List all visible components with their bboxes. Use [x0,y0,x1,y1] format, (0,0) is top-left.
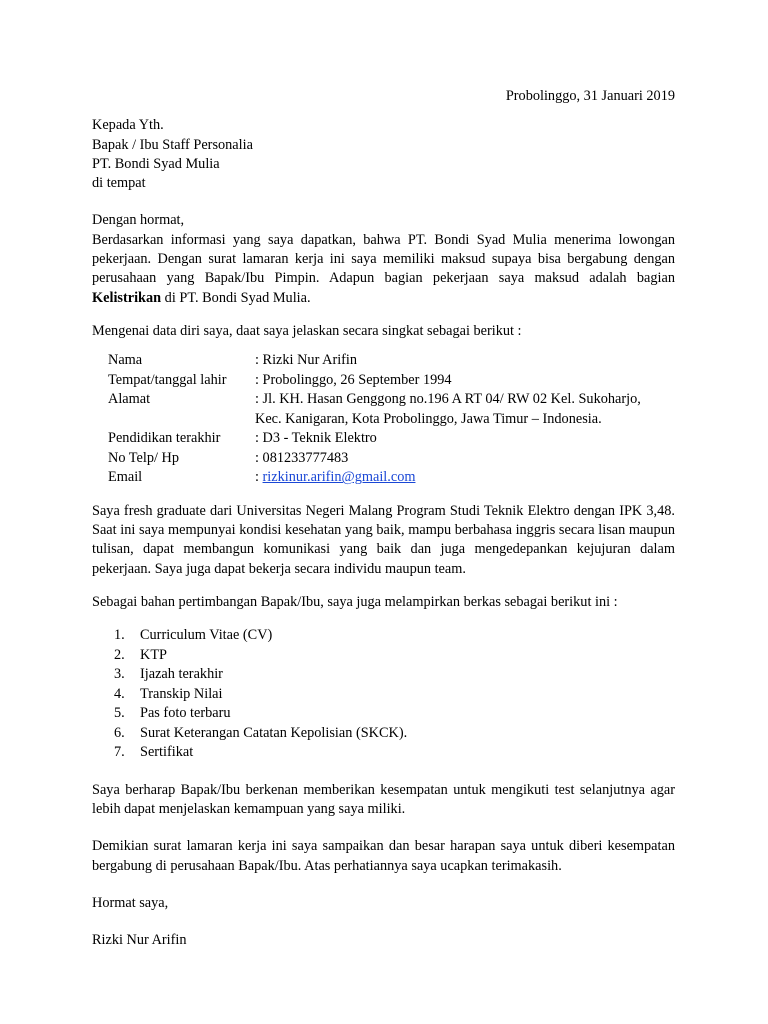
recipient-line: di tempat [92,175,146,192]
list-item [92,704,675,724]
list-item-text: Transkip Nilai [140,685,223,702]
data-label: No Telp/ Hp [108,449,180,466]
data-label: Alamat [108,391,151,408]
data-row-birth [108,371,641,391]
recipient-line: Kepada Yth. [92,117,164,134]
data-row-education [108,429,641,449]
data-value: Kec. Kanigaran, Kota Probolinggo, Jawa Timur – Indonesia. [255,410,602,427]
attachments-list [92,626,675,763]
data-value: : 081233777483 [255,449,349,466]
intro-text: Berdasarkan informasi yang saya dapatkan, bahwa PT. Bondi Syad Mulia menerima lowongan pekerjaan. Dengan surat lamaran kerja ini saya memiliki maksud supaya bisa bergabung dengan perusahaan yang Bapak/Ibu Pimpin. Adapun bagian pekerjaan saya maksud adalah bagian [92,231,675,287]
sign-off: Hormat saya, [92,894,169,911]
list-item-number: 3. [114,666,125,683]
data-row-phone [108,449,641,469]
data-row-name [108,351,641,371]
personal-data-table [108,351,641,488]
data-value: : Rizki Nur Arifin [255,352,358,369]
list-item [92,685,675,705]
list-item [92,626,675,646]
list-item-text: KTP [140,646,168,663]
hope-paragraph: Saya berharap Bapak/Ibu berkenan memberikan kesempatan untuk mengikuti test selanjutnya agar lebih dapat menjelaskan kemampuan yang saya miliki. [92,781,675,818]
data-row-email [108,468,641,488]
data-row-address-cont [108,410,641,430]
intro-text-end: di PT. Bondi Syad Mulia. [161,289,311,306]
greeting: Dengan hormat, [92,212,185,229]
data-row-address [108,390,641,410]
list-item-text: Surat Keterangan Catatan Kepolisian (SKCK). [140,724,408,741]
letter-page [92,87,675,951]
data-label: Nama [108,352,143,369]
data-label: Pendidikan terakhir [108,430,221,447]
data-intro-paragraph: Mengenai data diri saya, daat saya jelaskan secara singkat sebagai berikut : [92,322,522,339]
intro-bold-position: Kelistrikan [92,289,162,306]
list-item [92,665,675,685]
list-item-number: 4. [114,685,125,702]
data-value: : D3 - Teknik Elektro [255,430,377,447]
email-link[interactable]: rizkinur.arifin@gmail.com [262,469,416,486]
list-item-number: 6. [114,724,125,741]
list-item-text: Ijazah terakhir [140,666,223,683]
data-value: : Probolinggo, 26 September 1994 [255,371,452,388]
list-item-text: Pas foto terbaru [140,705,231,722]
attachments-intro: Sebagai bahan pertimbangan Bapak/Ibu, saya juga melampirkan berkas sebagai berikut ini : [92,593,618,610]
list-item-number: 7. [114,744,125,761]
list-item [92,646,675,666]
list-item-number: 5. [114,705,125,722]
list-item [92,743,675,763]
data-value [255,468,641,488]
list-item [92,724,675,744]
recipient-line: PT. Bondi Syad Mulia [92,155,220,172]
letter-date: Probolinggo, 31 Januari 2019 [505,88,675,104]
recipient-block [92,116,675,193]
data-label: Email [108,469,143,486]
background-paragraph: Saya fresh graduate dari Universitas Negeri Malang Program Studi Teknik Elektro dengan IPK 3,48. Saat ini saya mempunyai kondisi kesehatan yang baik, mampu berbahasa inggris secara lisan maupun tulisan, dapat membangun komunikasi yang baik dan juga mengedepankan kejujuran dalam pekerjaan. Saya juga dapat bekerja secara individu maupun team. [92,502,675,577]
list-item-text: Sertifikat [140,744,194,761]
email-prefix: : [255,469,263,486]
list-item-text: Curriculum Vitae (CV) [140,627,273,644]
data-label: Tempat/tanggal lahir [108,371,227,388]
recipient-line: Bapak / Ibu Staff Personalia [92,136,253,153]
intro-paragraph [92,231,675,308]
list-item-number: 2. [114,646,125,663]
list-item-number: 1. [114,627,125,644]
closing-paragraph: Demikian surat lamaran kerja ini saya sampaikan dan besar harapan saya untuk diberi kesempatan bergabung di perusahaan Bapak/Ibu. Atas perhatiannya saya ucapkan terimakasih. [92,838,675,874]
signer-name: Rizki Nur Arifin [92,932,187,949]
data-value: : Jl. KH. Hasan Genggong no.196 A RT 04/ RW 02 Kel. Sukoharjo, [255,391,641,408]
